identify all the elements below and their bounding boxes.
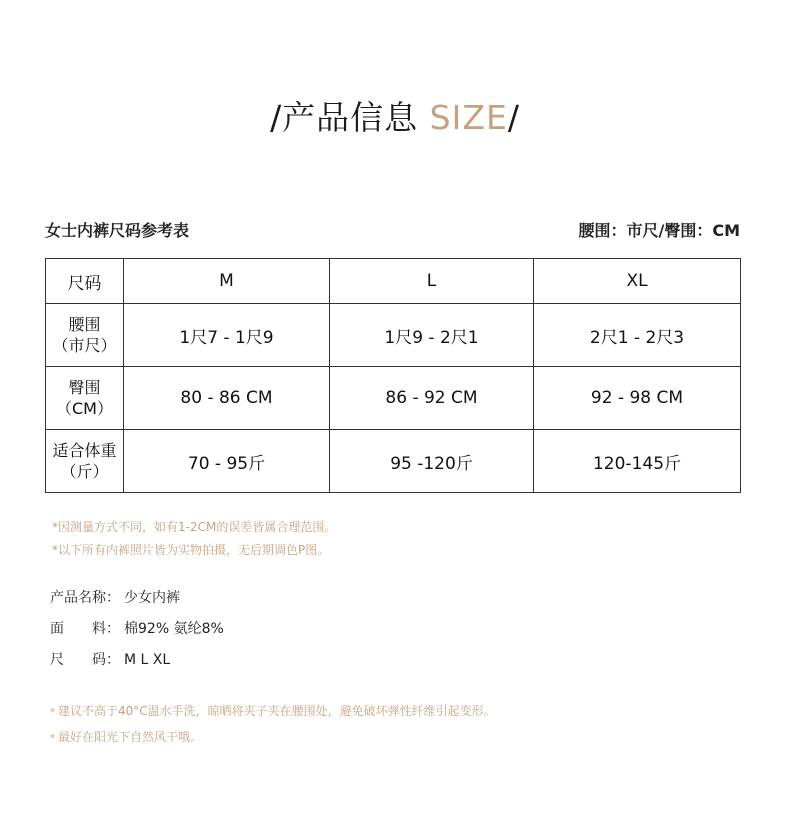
row-label-line: （市尺） [52,336,117,355]
table-cell: 86 - 92 CM [330,367,534,430]
col-header-size: 尺码 [46,259,124,304]
measurement-notes [52,516,336,562]
row-label-line: （CM） [56,399,113,418]
size-table [45,258,741,493]
table-cell: 1尺7 - 1尺9 [124,304,330,367]
row-label-line: （斤） [60,462,109,481]
care-line [50,725,496,751]
table-header-row [46,259,741,304]
size-chart-heading: 女士内裤尺码参考表 [45,221,190,240]
table-row [46,304,741,367]
asterisk-icon: * [50,733,55,744]
row-label-line: 腰围 [68,315,101,334]
note-line: *以下所有内裤照片皆为实物拍摄，无后期调色P图。 [52,543,330,557]
table-cell: 70 - 95斤 [124,430,330,493]
info-label: 尺 码： [50,652,120,668]
care-text: 最好在阳光下自然风干哦。 [58,730,203,744]
table-cell: 120-145斤 [534,430,741,493]
info-value: 棉92% 氨纶8% [124,621,224,637]
row-label-line: 臀围 [68,378,101,397]
asterisk-icon: * [50,707,55,718]
info-value: M L XL [124,652,171,668]
care-text: 建议不高于40°C温水手洗，晾晒将夹子夹在腰围处，避免破坏弹性纤维引起变形。 [58,704,496,718]
measurement-units: 腰围：市尺/臀围：CM [578,221,740,240]
product-info [50,583,224,676]
info-label: 产品名称： [50,590,120,606]
table-cell: 95 -120斤 [330,430,534,493]
care-line [50,699,496,725]
table-cell: 1尺9 - 2尺1 [330,304,534,367]
care-instructions [50,699,496,751]
table-row [46,430,741,493]
info-row-name [50,583,224,614]
row-label-line: 适合体重 [52,441,117,460]
row-label-hip [46,367,124,430]
info-label: 面 料： [50,621,120,637]
table-cell: 2尺1 - 2尺3 [534,304,741,367]
info-row-material [50,614,224,645]
row-label-waist [46,304,124,367]
table-cell: 92 - 98 CM [534,367,741,430]
row-label-weight [46,430,124,493]
title-prefix: /产品信息 [270,98,430,137]
note-line: *因测量方式不同，如有1-2CM的误差皆属合理范围。 [52,520,337,534]
title-accent: SIZE [429,98,508,137]
page-title [0,96,790,140]
table-row [46,367,741,430]
col-header-l: L [330,259,534,304]
info-value: 少女内裤 [124,590,180,606]
col-header-m: M [124,259,330,304]
info-row-sizes [50,645,224,676]
col-header-xl: XL [534,259,741,304]
table-cell: 80 - 86 CM [124,367,330,430]
title-suffix: / [507,98,520,137]
